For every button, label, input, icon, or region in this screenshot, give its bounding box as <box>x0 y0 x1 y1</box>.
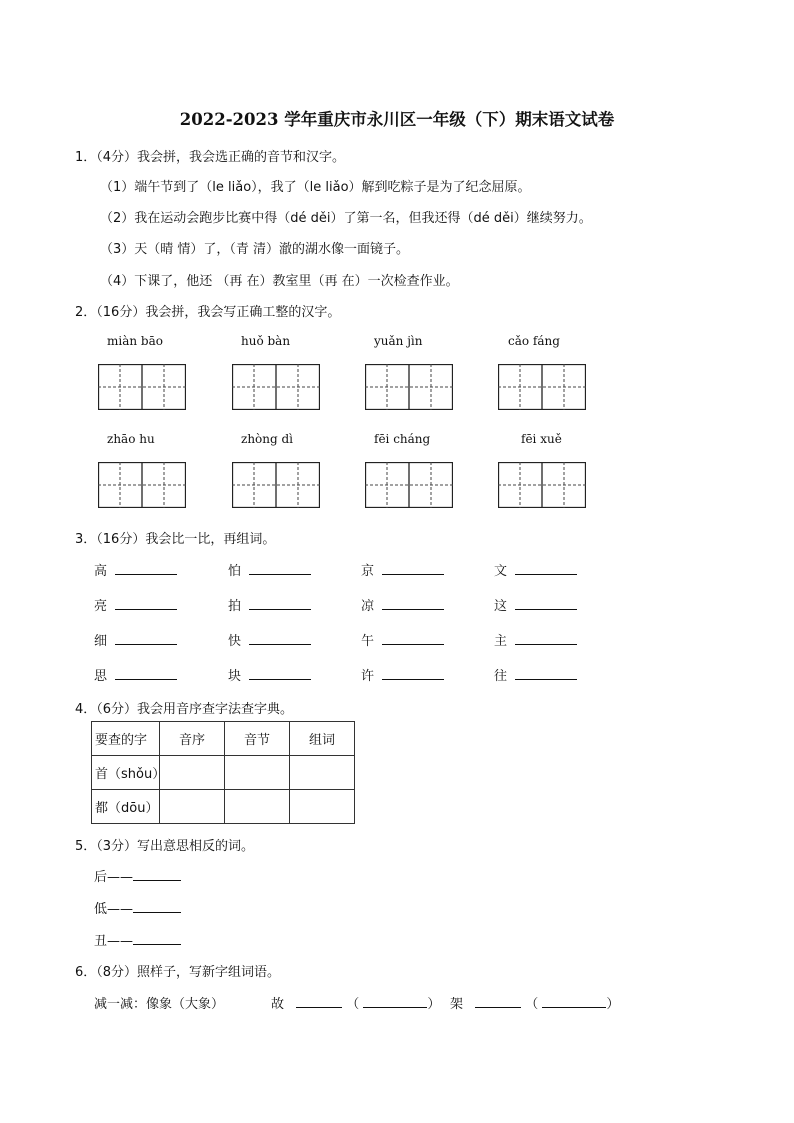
writing-grid[interactable] <box>365 462 453 508</box>
word-pair[interactable] <box>361 595 444 614</box>
word-pair[interactable] <box>228 665 311 684</box>
answer-cell[interactable] <box>290 790 355 824</box>
word-pair[interactable] <box>494 595 577 614</box>
q4-stem: 4．（6分）我会用音序查字法查字典。 <box>75 702 294 717</box>
char: 怕 <box>228 564 242 579</box>
word-pair[interactable] <box>94 595 177 614</box>
q1-item-2: （2）我在运动会跑步比赛中得（dé děi）了第一名，但我还得（dé děi）继续努力。 <box>100 211 592 226</box>
antonym-item[interactable] <box>94 930 181 949</box>
answer-blank[interactable] <box>515 562 577 575</box>
char: 高 <box>94 564 108 579</box>
char: 亮 <box>94 599 108 614</box>
pinyin-label: miàn bāo <box>107 334 163 348</box>
word-pair[interactable] <box>494 560 577 579</box>
table-row <box>92 756 355 790</box>
word-pair[interactable] <box>228 560 311 579</box>
word-pair[interactable] <box>94 665 177 684</box>
char: 这 <box>494 599 508 614</box>
pinyin-label: fēi xuě <box>521 432 562 446</box>
q6-char-item[interactable] <box>271 993 440 1012</box>
page-title: 2022-2023 学年重庆市永川区一年级（下）期末语文试卷 <box>179 110 615 129</box>
q6-example: 减一减：像象（大象） <box>94 997 225 1012</box>
paren-open: （ <box>346 997 360 1012</box>
table-header: 音序 <box>160 722 225 756</box>
answer-cell[interactable] <box>290 756 355 790</box>
char: 往 <box>494 669 508 684</box>
writing-grid[interactable] <box>365 364 453 410</box>
word-pair[interactable] <box>228 595 311 614</box>
word-pair[interactable] <box>494 665 577 684</box>
pinyin-label: yuǎn jìn <box>374 334 423 348</box>
writing-grid[interactable] <box>498 364 586 410</box>
answer-blank[interactable] <box>475 995 521 1008</box>
word-pair[interactable] <box>361 665 444 684</box>
table-header: 音节 <box>225 722 290 756</box>
word-pair[interactable] <box>94 560 177 579</box>
antonym-prompt: 后—— <box>94 870 134 885</box>
answer-blank[interactable] <box>249 562 311 575</box>
writing-grid[interactable] <box>98 462 186 508</box>
table-header: 要查的字 <box>92 722 160 756</box>
char: 京 <box>361 564 375 579</box>
paren-close: ） <box>606 997 620 1012</box>
word-pair[interactable] <box>361 630 444 649</box>
answer-blank[interactable] <box>249 667 311 680</box>
char: 架 <box>450 997 464 1012</box>
writing-grid[interactable] <box>232 364 320 410</box>
answer-blank[interactable] <box>249 597 311 610</box>
answer-blank[interactable] <box>296 995 342 1008</box>
pinyin-label: fēi cháng <box>374 432 431 446</box>
char: 拍 <box>228 599 242 614</box>
char: 思 <box>94 669 108 684</box>
table-row <box>92 790 355 824</box>
char: 快 <box>228 634 242 649</box>
table-row-label: 都（dōu） <box>92 790 160 824</box>
table-header-row <box>92 722 355 756</box>
word-pair[interactable] <box>94 630 177 649</box>
q2-stem: 2．（16分）我会拼，我会写正确工整的汉字。 <box>75 305 341 320</box>
answer-blank[interactable] <box>249 632 311 645</box>
q6-char-item[interactable] <box>450 993 619 1012</box>
q1-stem: 1．（4分）我会拼，我会选正确的音节和汉字。 <box>75 150 346 165</box>
antonym-prompt: 低—— <box>94 902 134 917</box>
table-row-label: 首（shǒu） <box>92 756 160 790</box>
pinyin-label: zhāo hu <box>107 432 155 446</box>
answer-cell[interactable] <box>225 790 290 824</box>
answer-blank[interactable] <box>382 597 444 610</box>
answer-blank[interactable] <box>115 632 177 645</box>
answer-blank[interactable] <box>382 562 444 575</box>
char: 故 <box>271 997 285 1012</box>
q1-item-3: （3）天（晴 情）了，（青 清）澈的湖水像一面镜子。 <box>100 242 410 257</box>
char: 凉 <box>361 599 375 614</box>
char: 主 <box>494 634 508 649</box>
q1-item-4: （4）下课了，他还 （再 在）教室里（再 在）一次检查作业。 <box>100 274 459 289</box>
answer-blank[interactable] <box>115 562 177 575</box>
dictionary-table <box>91 721 355 824</box>
answer-blank[interactable] <box>115 667 177 680</box>
word-pair[interactable] <box>494 630 577 649</box>
paren-close: ） <box>427 997 441 1012</box>
pinyin-label: zhòng dì <box>241 432 294 446</box>
antonym-prompt: 丑—— <box>94 934 134 949</box>
pinyin-label: huǒ bàn <box>241 334 291 348</box>
char: 许 <box>361 669 375 684</box>
writing-grid[interactable] <box>498 462 586 508</box>
q3-stem: 3．（16分）我会比一比，再组词。 <box>75 532 276 547</box>
answer-blank[interactable] <box>515 632 577 645</box>
table-header: 组词 <box>290 722 355 756</box>
writing-grid[interactable] <box>232 462 320 508</box>
char: 块 <box>228 669 242 684</box>
q1-item-1: （1）端午节到了（le liǎo），我了（le liǎo）解到吃粽子是为了纪念屈原。 <box>100 180 531 195</box>
answer-blank[interactable] <box>363 995 427 1008</box>
antonym-item[interactable] <box>94 898 181 917</box>
answer-cell[interactable] <box>225 756 290 790</box>
writing-grid[interactable] <box>98 364 186 410</box>
pinyin-label: cǎo fáng <box>508 334 560 348</box>
answer-blank[interactable] <box>133 932 181 945</box>
answer-blank[interactable] <box>542 995 606 1008</box>
char: 午 <box>361 634 375 649</box>
answer-cell[interactable] <box>160 790 225 824</box>
antonym-item[interactable] <box>94 866 181 885</box>
q6-stem: 6．（8分）照样子，写新字组词语。 <box>75 965 281 980</box>
char: 文 <box>494 564 508 579</box>
word-pair[interactable] <box>361 560 444 579</box>
answer-blank[interactable] <box>115 597 177 610</box>
answer-blank[interactable] <box>515 597 577 610</box>
answer-blank[interactable] <box>133 900 181 913</box>
answer-blank[interactable] <box>382 667 444 680</box>
q5-stem: 5．（3分）写出意思相反的词。 <box>75 839 255 854</box>
word-pair[interactable] <box>228 630 311 649</box>
answer-blank[interactable] <box>133 868 181 881</box>
answer-blank[interactable] <box>515 667 577 680</box>
paren-open: （ <box>525 997 539 1012</box>
answer-blank[interactable] <box>382 632 444 645</box>
answer-cell[interactable] <box>160 756 225 790</box>
char: 细 <box>94 634 108 649</box>
